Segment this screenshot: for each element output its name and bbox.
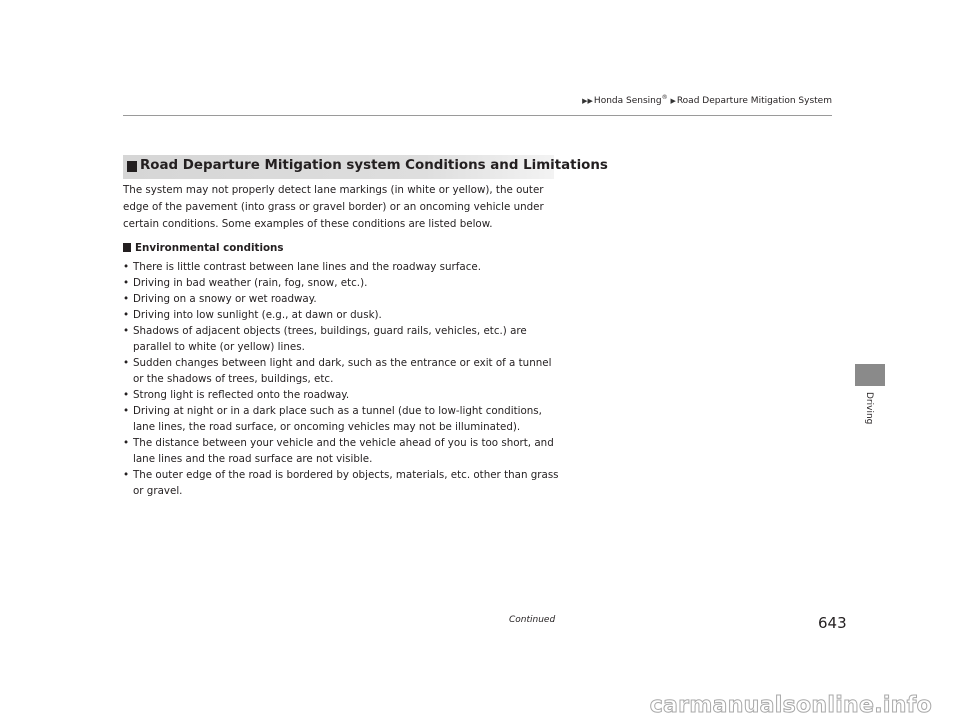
- conditions-list: [123, 259, 563, 499]
- section-header: [123, 155, 608, 179]
- list-item: • There is little contrast between lane lines and the roadway surface.: [123, 259, 563, 275]
- list-item: • Driving on a snowy or wet roadway.: [123, 291, 563, 307]
- breadcrumb: [582, 94, 832, 106]
- list-item: • Driving at night or in a dark place such as a tunnel (due to low-light conditions, lane lines, the road surface, or oncoming vehicles may not be illuminated).: [123, 403, 563, 435]
- breadcrumb-item-road-departure[interactable]: Road Departure Mitigation System: [676, 96, 832, 106]
- breadcrumb-item-honda-sensing[interactable]: Honda Sensing: [593, 96, 662, 106]
- breadcrumb-arrow-icon: ▶: [670, 97, 676, 105]
- list-item: • Shadows of adjacent objects (trees, buildings, guard rails, vehicles, etc.) are parallel to white (or yellow) lines.: [123, 323, 563, 355]
- intro-paragraph: The system may not properly detect lane markings (in white or yellow), the outer edge of the pavement (into grass or gravel border) or an oncoming vehicle under certain conditions. Some examples of these conditions are listed below.: [123, 184, 544, 230]
- section-title: Road Departure Mitigation system Conditions and Limitations: [140, 158, 608, 173]
- list-item: • The outer edge of the road is bordered by objects, materials, etc. other than grass or gravel.: [123, 467, 563, 499]
- watermark: [0, 693, 960, 722]
- chapter-tab[interactable]: [855, 364, 885, 386]
- subsection-heading-label: Environmental conditions: [135, 242, 284, 254]
- list-item: • The distance between your vehicle and the vehicle ahead of you is too short, and lane lines and the road surface are not visible.: [123, 435, 563, 467]
- breadcrumb-arrow-icon: ▶▶: [582, 97, 593, 105]
- page-number: 643: [818, 614, 847, 632]
- chapter-label: Driving: [864, 392, 874, 425]
- continued-label: Continued: [509, 615, 556, 625]
- list-item: • Sudden changes between light and dark, such as the entrance or exit of a tunnel or the shadows of trees, buildings, etc.: [123, 355, 563, 387]
- list-item: • Strong light is reflected onto the roadway.: [123, 387, 563, 403]
- list-item: • Driving in bad weather (rain, fog, snow, etc.).: [123, 275, 563, 291]
- header-divider: [123, 115, 832, 116]
- subsection-heading: [123, 242, 284, 254]
- section-square-icon: [127, 161, 137, 172]
- registered-mark: ®: [661, 94, 668, 101]
- list-item: • Driving into low sunlight (e.g., at dawn or dusk).: [123, 307, 563, 323]
- watermark-text: carmanualsonline.info: [649, 693, 932, 718]
- subsection-square-icon: [123, 243, 131, 252]
